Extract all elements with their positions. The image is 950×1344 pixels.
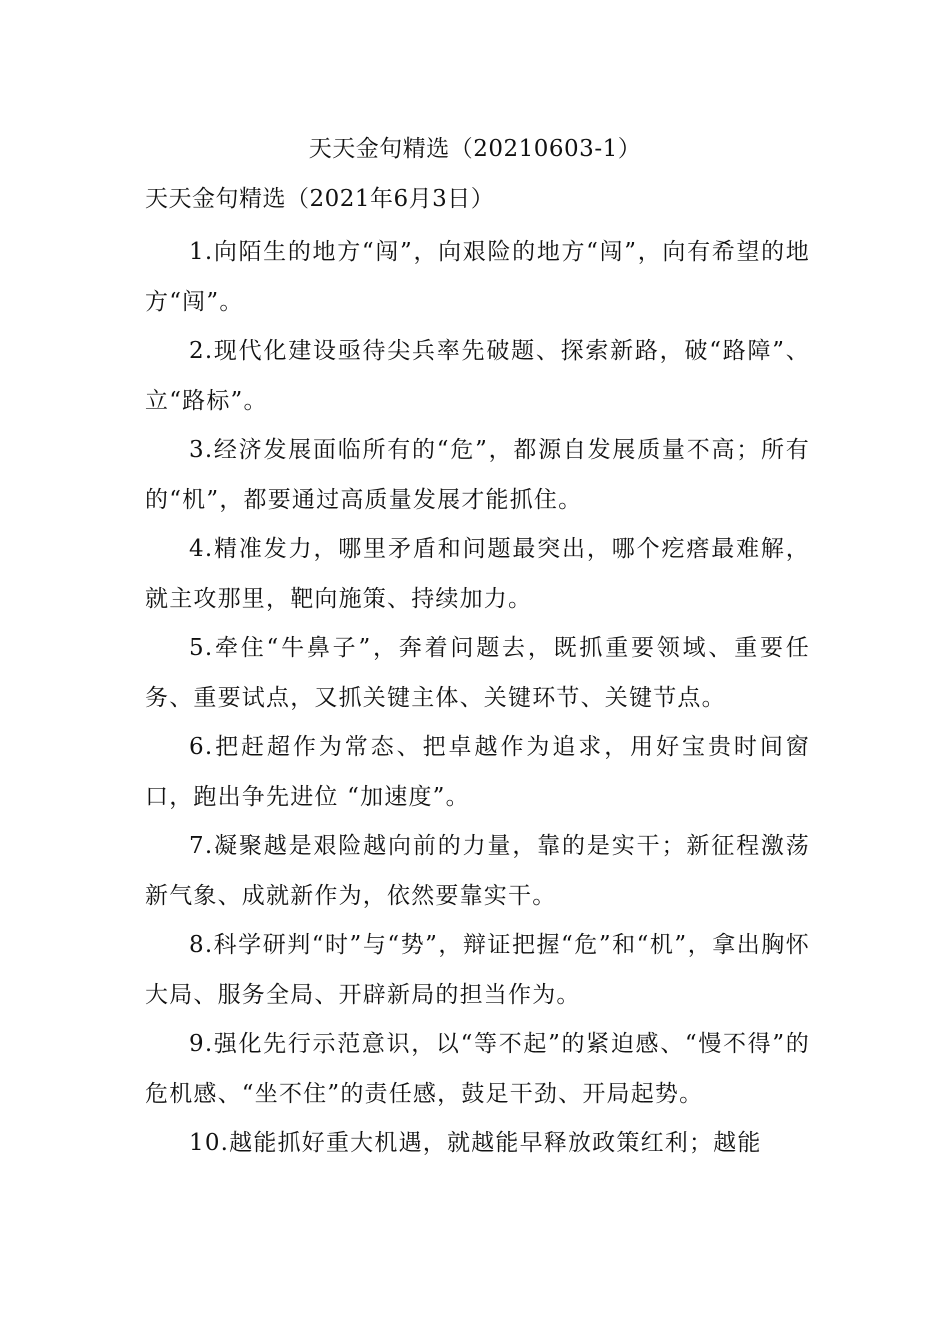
document-subtitle: 天天金句精选（2021年6月3日） [145, 186, 495, 212]
quote-item-5: 5.牵住“牛鼻子”，奔着问题去，既抓重要领域、重要任务、重要试点，又抓关键主体、关键环节、关键节点。 [145, 635, 810, 711]
quote-item-9: 9.强化先行示范意识，以“等不起”的紧迫感、“慢不得”的危机感、“坐不住”的责任感，鼓足干劲、开局起势。 [145, 1031, 810, 1107]
quote-item-8: 8.科学研判“时”与“势”，辩证把握“危”和“机”，拿出胸怀大局、服务全局、开辟新局的担当作为。 [145, 932, 810, 1008]
quote-item-6: 6.把赶超作为常态、把卓越作为追求，用好宝贵时间窗口，跑出争先进位 “加速度”。 [145, 734, 810, 810]
quote-item-3: 3.经济发展面临所有的“危”，都源自发展质量不高；所有的“机”，都要通过高质量发展才能抓住。 [145, 437, 810, 513]
quote-item-1: 1.向陌生的地方“闯”，向艰险的地方“闯”，向有希望的地方“闯”。 [145, 239, 810, 315]
quote-list [145, 228, 810, 1169]
document-title: 天天金句精选（20210603-1） [308, 136, 642, 162]
quote-item-4: 4.精准发力，哪里矛盾和问题最突出，哪个疙瘩最难解，就主攻那里，靶向施策、持续加力。 [145, 536, 810, 612]
quote-item-10: 10.越能抓好重大机遇，就越能早释放政策红利；越能 [189, 1130, 762, 1156]
quote-item-7: 7.凝聚越是艰险越向前的力量，靠的是实干；新征程激荡新气象、成就新作为，依然要靠实干。 [145, 833, 810, 909]
quote-item-2: 2.现代化建设亟待尖兵率先破题、探索新路，破“路障”、立“路标”。 [145, 338, 810, 414]
